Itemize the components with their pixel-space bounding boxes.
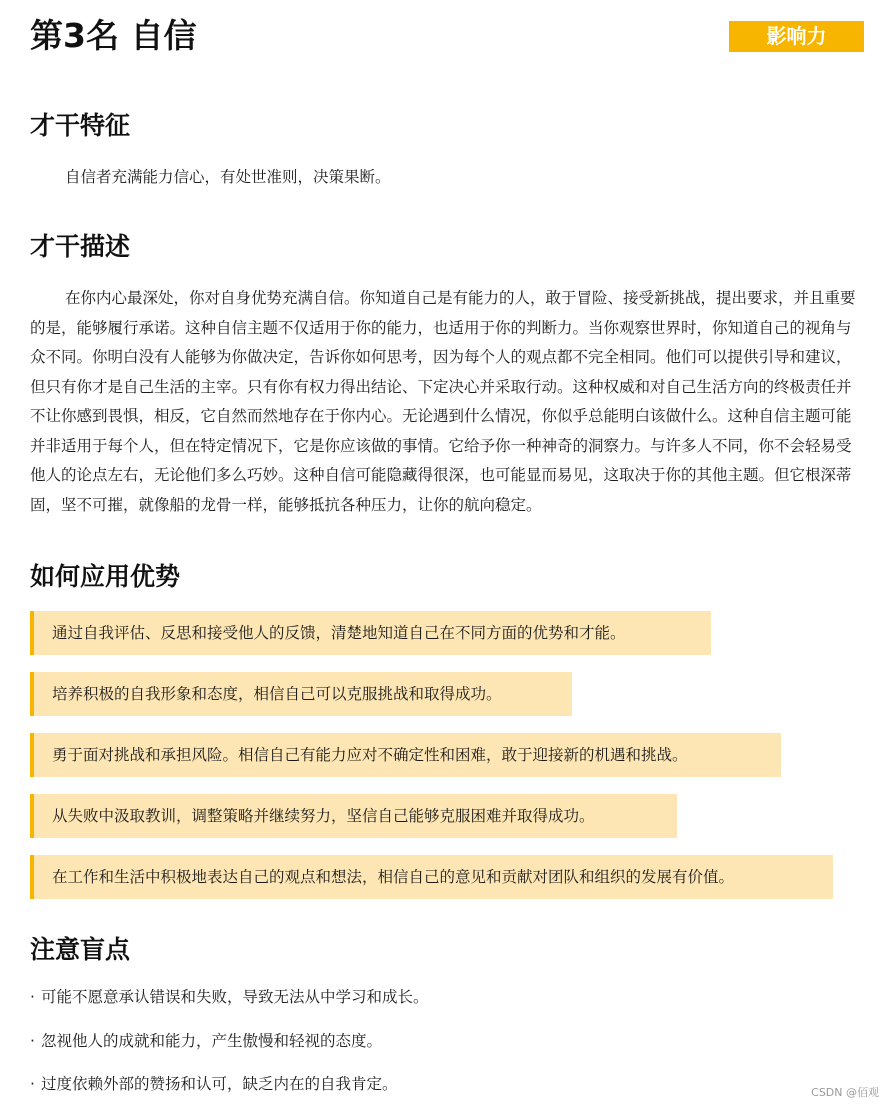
blindspot-text: 可能不愿意承认错误和失败，导致无法从中学习和成长。 [40,988,429,1006]
blindspot-item [30,986,428,1008]
bullet-dot: · [30,1032,35,1050]
blindspot-item [30,1073,397,1095]
traits-heading: 才干特征 [30,111,131,140]
page-title: 第3名 自信 [30,16,197,55]
category-badge: 影响力 [729,21,864,52]
tip-item: 培养积极的自我形象和态度，相信自己可以克服挑战和取得成功。 [30,672,572,716]
bullet-dot: · [30,1075,35,1093]
tip-item: 勇于面对挑战和承担风险。相信自己有能力应对不确定性和困难，敢于迎接新的机遇和挑战。 [30,733,781,777]
blindspot-item [30,1030,382,1052]
blindspots-heading: 注意盲点 [30,935,131,964]
traits-text: 自信者充满能力信心，有处世准则，决策果断。 [65,168,391,186]
blindspot-text: 过度依赖外部的赞扬和认可，缺乏内在的自我肯定。 [40,1075,398,1093]
bullet-dot: · [30,988,35,1006]
blindspot-text: 忽视他人的成就和能力，产生傲慢和轻视的态度。 [40,1032,382,1050]
description-text: 在你内心最深处，你对自身优势充满自信。你知道自己是有能力的人，敢于冒险、接受新挑战，提出要求，并且重要的是，能够履行承诺。这种自信主题不仅适用于你的能力，也适用于你的判断力。当你观察世界时，你知道自己的视角与众不同。你明白没有人能够为你做决定，告诉你如何思考，因为每个人的观点都不完全相同。他们可以提供引导和建议，但只有你才是自己生活的主宰。只有你有权力得出结论、下定决心并采取行动。这种权威和对自己生活方向的终极责任并不让你感到畏惧，相反，它自然而然地存在于你内心。无论遇到什么情况，你似乎总能明白该做什么。这种自信主题可能并非适用于每个人，但在特定情况下，它是你应该做的事情。它给予你一种神奇的洞察力。与许多人不同，你不会轻易受他人的论点左右，无论他们多么巧妙。这种自信可能隐藏得很深，也可能显而易见，这取决于你的其他主题。但它根深蒂固，坚不可摧，就像船的龙骨一样，能够抵抗各种压力，让你的航向稳定。 [30,289,856,514]
tip-item: 从失败中汲取教训，调整策略并继续努力，坚信自己能够克服困难并取得成功。 [30,794,677,838]
description-heading: 才干描述 [30,232,131,261]
apply-heading: 如何应用优势 [30,562,181,591]
tip-item: 通过自我评估、反思和接受他人的反馈，清楚地知道自己在不同方面的优势和才能。 [30,611,711,655]
watermark: CSDN @佰观 [811,1086,879,1099]
tip-item: 在工作和生活中积极地表达自己的观点和想法，相信自己的意见和贡献对团队和组织的发展有价值。 [30,855,833,899]
